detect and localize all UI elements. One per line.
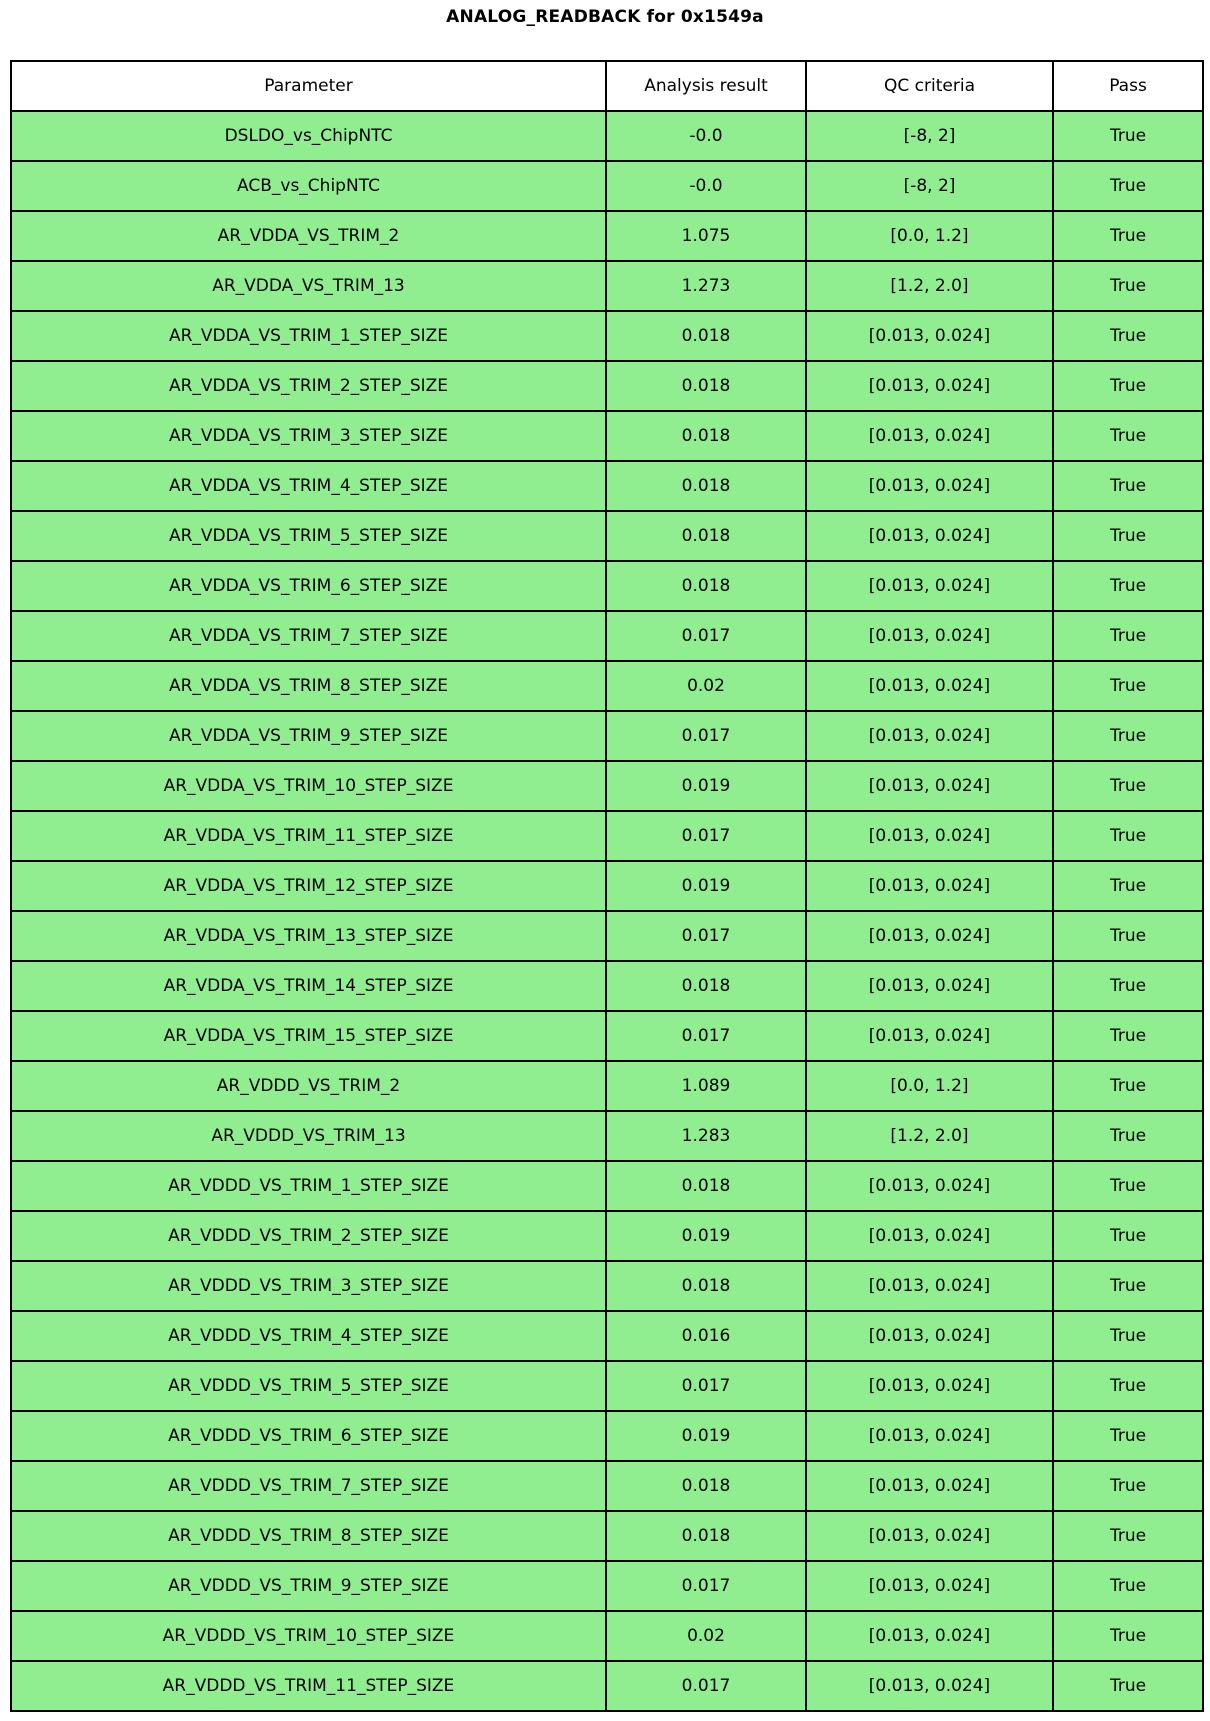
- cell-qc-criteria: [0.013, 0.024]: [806, 1161, 1053, 1211]
- cell-qc-criteria: [0.013, 0.024]: [806, 811, 1053, 861]
- table-row: [11, 1461, 1203, 1511]
- qc-results-table: [10, 60, 1204, 1712]
- cell-qc-criteria: [-8, 2]: [806, 111, 1053, 161]
- table-row: [11, 1411, 1203, 1461]
- column-header-pass: Pass: [1053, 61, 1203, 111]
- page-title: ANALOG_READBACK for 0x1549a: [446, 7, 764, 27]
- cell-qc-criteria: [0.013, 0.024]: [806, 911, 1053, 961]
- cell-analysis-result: 0.018: [606, 461, 806, 511]
- cell-pass: True: [1053, 1411, 1203, 1461]
- table-row: [11, 261, 1203, 311]
- cell-parameter: AR_VDDA_VS_TRIM_5_STEP_SIZE: [11, 511, 606, 561]
- cell-pass: True: [1053, 811, 1203, 861]
- cell-qc-criteria: [0.013, 0.024]: [806, 1661, 1053, 1711]
- cell-parameter: AR_VDDD_VS_TRIM_13: [11, 1111, 606, 1161]
- cell-pass: True: [1053, 261, 1203, 311]
- cell-analysis-result: 0.019: [606, 761, 806, 811]
- cell-parameter: AR_VDDA_VS_TRIM_2: [11, 211, 606, 261]
- table-row: [11, 411, 1203, 461]
- cell-analysis-result: 0.017: [606, 1561, 806, 1611]
- cell-qc-criteria: [0.0, 1.2]: [806, 211, 1053, 261]
- cell-parameter: AR_VDDD_VS_TRIM_8_STEP_SIZE: [11, 1511, 606, 1561]
- cell-pass: True: [1053, 311, 1203, 361]
- cell-analysis-result: 0.018: [606, 511, 806, 561]
- cell-analysis-result: 0.016: [606, 1311, 806, 1361]
- cell-parameter: AR_VDDA_VS_TRIM_15_STEP_SIZE: [11, 1011, 606, 1061]
- cell-pass: True: [1053, 161, 1203, 211]
- cell-analysis-result: 0.017: [606, 611, 806, 661]
- cell-pass: True: [1053, 661, 1203, 711]
- cell-parameter: AR_VDDD_VS_TRIM_2: [11, 1061, 606, 1111]
- cell-pass: True: [1053, 411, 1203, 461]
- cell-qc-criteria: [0.0, 1.2]: [806, 1061, 1053, 1111]
- table-row: [11, 1511, 1203, 1561]
- cell-qc-criteria: [0.013, 0.024]: [806, 1611, 1053, 1661]
- cell-parameter: AR_VDDD_VS_TRIM_7_STEP_SIZE: [11, 1461, 606, 1511]
- cell-parameter: AR_VDDD_VS_TRIM_10_STEP_SIZE: [11, 1611, 606, 1661]
- table-row: [11, 1061, 1203, 1111]
- cell-analysis-result: 0.018: [606, 1261, 806, 1311]
- cell-analysis-result: 0.019: [606, 1211, 806, 1261]
- cell-qc-criteria: [0.013, 0.024]: [806, 861, 1053, 911]
- cell-pass: True: [1053, 611, 1203, 661]
- cell-qc-criteria: [0.013, 0.024]: [806, 461, 1053, 511]
- cell-analysis-result: 0.018: [606, 411, 806, 461]
- cell-qc-criteria: [0.013, 0.024]: [806, 711, 1053, 761]
- table-row: [11, 1611, 1203, 1661]
- cell-pass: True: [1053, 511, 1203, 561]
- cell-qc-criteria: [0.013, 0.024]: [806, 1311, 1053, 1361]
- cell-parameter: AR_VDDA_VS_TRIM_12_STEP_SIZE: [11, 861, 606, 911]
- cell-qc-criteria: [0.013, 0.024]: [806, 1411, 1053, 1461]
- cell-parameter: AR_VDDA_VS_TRIM_3_STEP_SIZE: [11, 411, 606, 461]
- cell-qc-criteria: [0.013, 0.024]: [806, 961, 1053, 1011]
- cell-pass: True: [1053, 961, 1203, 1011]
- cell-pass: True: [1053, 111, 1203, 161]
- cell-pass: True: [1053, 1611, 1203, 1661]
- table-row: [11, 1661, 1203, 1711]
- cell-pass: True: [1053, 1461, 1203, 1511]
- cell-analysis-result: 0.02: [606, 1611, 806, 1661]
- cell-qc-criteria: [0.013, 0.024]: [806, 1361, 1053, 1411]
- table-row: [11, 1261, 1203, 1311]
- cell-pass: True: [1053, 1061, 1203, 1111]
- table-row: [11, 511, 1203, 561]
- table-row: [11, 1361, 1203, 1411]
- cell-analysis-result: 0.017: [606, 711, 806, 761]
- cell-pass: True: [1053, 1361, 1203, 1411]
- table-row: [11, 1561, 1203, 1611]
- cell-parameter: AR_VDDA_VS_TRIM_9_STEP_SIZE: [11, 711, 606, 761]
- table-row: [11, 211, 1203, 261]
- column-header-analysis-result: Analysis result: [606, 61, 806, 111]
- cell-pass: True: [1053, 911, 1203, 961]
- cell-parameter: AR_VDDD_VS_TRIM_6_STEP_SIZE: [11, 1411, 606, 1461]
- table-row: [11, 661, 1203, 711]
- table-row: [11, 611, 1203, 661]
- table-row: [11, 161, 1203, 211]
- cell-parameter: AR_VDDA_VS_TRIM_13_STEP_SIZE: [11, 911, 606, 961]
- cell-qc-criteria: [0.013, 0.024]: [806, 361, 1053, 411]
- cell-parameter: AR_VDDA_VS_TRIM_11_STEP_SIZE: [11, 811, 606, 861]
- cell-qc-criteria: [-8, 2]: [806, 161, 1053, 211]
- cell-analysis-result: 0.018: [606, 1161, 806, 1211]
- cell-analysis-result: 0.017: [606, 1661, 806, 1711]
- cell-pass: True: [1053, 1011, 1203, 1061]
- cell-pass: True: [1053, 861, 1203, 911]
- cell-analysis-result: 0.02: [606, 661, 806, 711]
- table-row: [11, 111, 1203, 161]
- cell-qc-criteria: [0.013, 0.024]: [806, 311, 1053, 361]
- cell-analysis-result: 0.018: [606, 561, 806, 611]
- cell-parameter: AR_VDDD_VS_TRIM_9_STEP_SIZE: [11, 1561, 606, 1611]
- table-row: [11, 761, 1203, 811]
- cell-analysis-result: 0.017: [606, 1011, 806, 1061]
- cell-qc-criteria: [0.013, 0.024]: [806, 1511, 1053, 1561]
- cell-qc-criteria: [0.013, 0.024]: [806, 611, 1053, 661]
- cell-pass: True: [1053, 1111, 1203, 1161]
- cell-analysis-result: 0.019: [606, 1411, 806, 1461]
- cell-qc-criteria: [0.013, 0.024]: [806, 1461, 1053, 1511]
- cell-parameter: AR_VDDA_VS_TRIM_6_STEP_SIZE: [11, 561, 606, 611]
- cell-qc-criteria: [0.013, 0.024]: [806, 511, 1053, 561]
- table-row: [11, 861, 1203, 911]
- cell-parameter: AR_VDDD_VS_TRIM_3_STEP_SIZE: [11, 1261, 606, 1311]
- cell-parameter: AR_VDDA_VS_TRIM_2_STEP_SIZE: [11, 361, 606, 411]
- table-row: [11, 961, 1203, 1011]
- cell-parameter: AR_VDDA_VS_TRIM_4_STEP_SIZE: [11, 461, 606, 511]
- cell-parameter: AR_VDDD_VS_TRIM_1_STEP_SIZE: [11, 1161, 606, 1211]
- cell-pass: True: [1053, 1561, 1203, 1611]
- cell-qc-criteria: [0.013, 0.024]: [806, 661, 1053, 711]
- cell-pass: True: [1053, 211, 1203, 261]
- cell-pass: True: [1053, 1161, 1203, 1211]
- cell-qc-criteria: [0.013, 0.024]: [806, 761, 1053, 811]
- cell-analysis-result: 0.017: [606, 1361, 806, 1411]
- cell-qc-criteria: [1.2, 2.0]: [806, 261, 1053, 311]
- cell-qc-criteria: [0.013, 0.024]: [806, 1561, 1053, 1611]
- cell-analysis-result: 0.018: [606, 1511, 806, 1561]
- cell-analysis-result: 1.283: [606, 1111, 806, 1161]
- table-row: [11, 461, 1203, 511]
- table-row: [11, 1011, 1203, 1061]
- table-row: [11, 811, 1203, 861]
- column-header-parameter: Parameter: [11, 61, 606, 111]
- table-row: [11, 311, 1203, 361]
- cell-analysis-result: 1.089: [606, 1061, 806, 1111]
- cell-analysis-result: 0.018: [606, 361, 806, 411]
- cell-analysis-result: 0.017: [606, 811, 806, 861]
- cell-parameter: AR_VDDD_VS_TRIM_4_STEP_SIZE: [11, 1311, 606, 1361]
- cell-pass: True: [1053, 1261, 1203, 1311]
- cell-pass: True: [1053, 361, 1203, 411]
- cell-pass: True: [1053, 711, 1203, 761]
- cell-analysis-result: 1.273: [606, 261, 806, 311]
- cell-analysis-result: 0.017: [606, 911, 806, 961]
- cell-qc-criteria: [0.013, 0.024]: [806, 1261, 1053, 1311]
- column-header-qc-criteria: QC criteria: [806, 61, 1053, 111]
- cell-parameter: AR_VDDD_VS_TRIM_5_STEP_SIZE: [11, 1361, 606, 1411]
- cell-pass: True: [1053, 1661, 1203, 1711]
- cell-parameter: ACB_vs_ChipNTC: [11, 161, 606, 211]
- cell-analysis-result: -0.0: [606, 161, 806, 211]
- cell-parameter: AR_VDDA_VS_TRIM_13: [11, 261, 606, 311]
- cell-pass: True: [1053, 1211, 1203, 1261]
- cell-parameter: DSLDO_vs_ChipNTC: [11, 111, 606, 161]
- table-row: [11, 561, 1203, 611]
- cell-qc-criteria: [0.013, 0.024]: [806, 1011, 1053, 1061]
- cell-pass: True: [1053, 761, 1203, 811]
- cell-pass: True: [1053, 561, 1203, 611]
- cell-parameter: AR_VDDA_VS_TRIM_10_STEP_SIZE: [11, 761, 606, 811]
- cell-analysis-result: -0.0: [606, 111, 806, 161]
- cell-parameter: AR_VDDD_VS_TRIM_11_STEP_SIZE: [11, 1661, 606, 1711]
- cell-qc-criteria: [0.013, 0.024]: [806, 411, 1053, 461]
- cell-pass: True: [1053, 1311, 1203, 1361]
- table-row: [11, 1311, 1203, 1361]
- cell-analysis-result: 0.018: [606, 961, 806, 1011]
- cell-parameter: AR_VDDA_VS_TRIM_14_STEP_SIZE: [11, 961, 606, 1011]
- header-row: [11, 61, 1203, 111]
- cell-qc-criteria: [0.013, 0.024]: [806, 1211, 1053, 1261]
- cell-parameter: AR_VDDD_VS_TRIM_2_STEP_SIZE: [11, 1211, 606, 1261]
- table-row: [11, 1211, 1203, 1261]
- table-row: [11, 1161, 1203, 1211]
- cell-analysis-result: 0.019: [606, 861, 806, 911]
- cell-analysis-result: 0.018: [606, 1461, 806, 1511]
- cell-analysis-result: 0.018: [606, 311, 806, 361]
- cell-parameter: AR_VDDA_VS_TRIM_8_STEP_SIZE: [11, 661, 606, 711]
- cell-pass: True: [1053, 461, 1203, 511]
- table-row: [11, 711, 1203, 761]
- cell-parameter: AR_VDDA_VS_TRIM_7_STEP_SIZE: [11, 611, 606, 661]
- cell-qc-criteria: [0.013, 0.024]: [806, 561, 1053, 611]
- cell-parameter: AR_VDDA_VS_TRIM_1_STEP_SIZE: [11, 311, 606, 361]
- table-row: [11, 1111, 1203, 1161]
- cell-qc-criteria: [1.2, 2.0]: [806, 1111, 1053, 1161]
- table-row: [11, 911, 1203, 961]
- table-row: [11, 361, 1203, 411]
- cell-analysis-result: 1.075: [606, 211, 806, 261]
- cell-pass: True: [1053, 1511, 1203, 1561]
